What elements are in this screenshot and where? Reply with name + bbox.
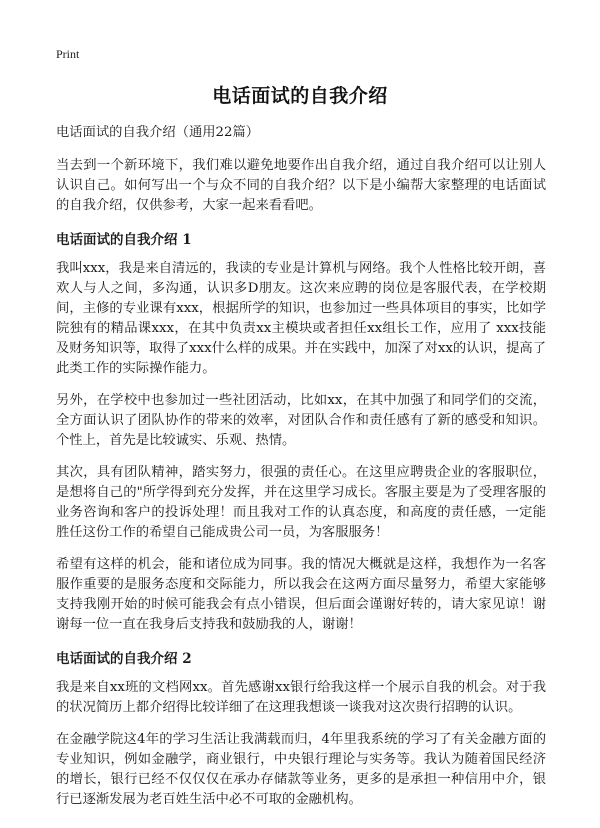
body-paragraph: 希望有这样的机会，能和诸位成为同事。我的情况大概就是这样，我想作为一名客服作重要的是服务态度和交际能力，所以我会在这两方面尽量努力，希望大家能够支持我刚开始的时候可能我会有点小错误，但后面会谨谢好转的，请大家见谅！谢谢每一位一直在我身后支持我和鼓励我的人，谢谢！ <box>56 557 546 632</box>
section-heading: 电话面试的自我介绍 1 <box>56 232 192 248</box>
section-heading: 电话面试的自我介绍 2 <box>56 651 192 667</box>
body-paragraph: 其次，具有团队精神，踏实努力，很强的责任心。在这里应聘贵企业的客服职位，是想将自己的"所学得到充分发挥，并在这里学习成长。客服主要是为了受理客服的业务咨询和客户的投诉处理！而且我对工作的认真态度，和高度的责任感，一定能胜任这份工作的希望自己能成贵公司一员，为客服服务！ <box>56 465 546 540</box>
document-body <box>56 123 546 822</box>
body-paragraph: 我是来自xx班的文档网xx。首先感谢xx银行给我这样一个展示自我的机会。对于我的状况简历上都介绍得比较详细了在这理我想谈一谈我对这次贵行招聘的认识。 <box>56 680 546 715</box>
intro-paragraph: 当去到一个新环境下，我们难以避免地要作出自我介绍，通过自我介绍可以让别人认识自己。如何写出一个与众不同的自我介绍？以下是小编帮大家整理的电话面试的自我介绍，仅供参考，大家一起来看看吧。 <box>56 158 546 213</box>
body-paragraph: 另外，在学校中也参加过一些社团活动，比如xx，在其中加强了和同学们的交流，全方面认识了团队协作的带来的效率，对团队合作和责任感有了新的感受和知识。个性上，首先是比较诚实、乐观、热情。 <box>56 393 546 448</box>
body-paragraph: 我叫xxx，我是来自清远的，我读的专业是计算机与网络。我个人性格比较开朗，喜欢人与人之间，多沟通，认识多D朋友。这次来应聘的岗位是客服代表，在学校期间，主修的专业课有xxx，根据所学的知识，也参加过一些具体项目的事实，比如学院独有的精品课xxx，在其中负责xx主模块或者担任xx组长工作，应用了 xxx技能及财务知识等，取得了xxx什么样的成果。并在实践中，加深了对xx的认识，提高了此类工作的实际操作能力。 <box>56 261 546 376</box>
section-1 <box>56 230 546 635</box>
page-title: 电话面试的自我介绍 <box>212 85 388 107</box>
document-subtitle: 电话面试的自我介绍（通用22篇） <box>56 125 260 140</box>
print-link[interactable]: Print <box>56 47 80 61</box>
section-2 <box>56 649 546 810</box>
body-paragraph: 在金融学院这4年的学习生活让我满载而归，4年里我系统的学习了有关金融方面的专业知识，例如金融学，商业银行，中央银行理论与实务等。我认为随着国民经济的增长，银行已经不仅仅仅在承办存储款等业务，更多的是承担一种信用中介，银行已逐渐发展为老百姓生活中必不可取的金融机构。 <box>56 732 546 807</box>
